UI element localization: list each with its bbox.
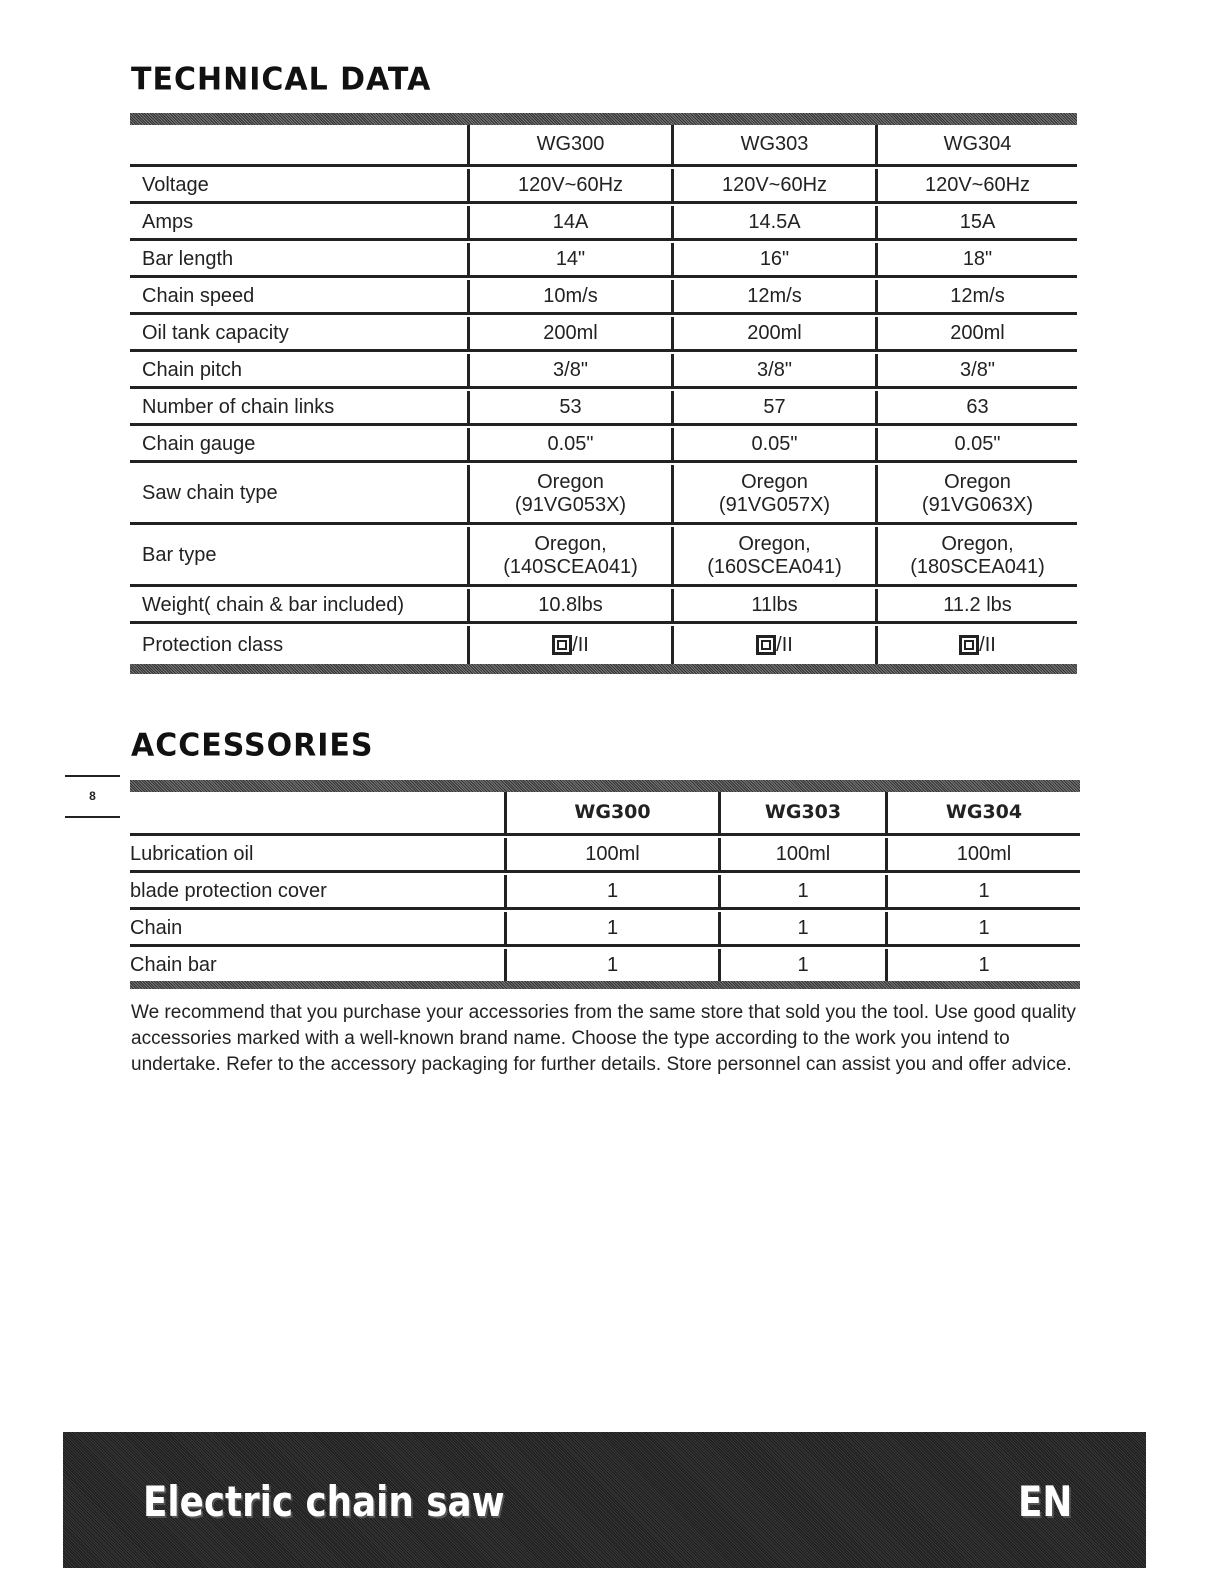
row-value: Oregon, (180SCEA041) bbox=[875, 527, 1077, 584]
row-value: 3/8" bbox=[467, 354, 671, 386]
row-label: blade protection cover bbox=[130, 879, 327, 902]
row-value: 18" bbox=[875, 243, 1077, 275]
row-value: 200ml bbox=[671, 317, 875, 349]
row-label: Lubrication oil bbox=[130, 842, 254, 865]
row-value: 3/8" bbox=[671, 354, 875, 386]
row-value: 11lbs bbox=[671, 589, 875, 621]
row-value bbox=[671, 626, 875, 664]
row-value: 12m/s bbox=[875, 280, 1077, 312]
row-label: Chain speed bbox=[142, 284, 255, 307]
row-value: 120V~60Hz bbox=[467, 169, 671, 201]
row-value: 120V~60Hz bbox=[671, 169, 875, 201]
row-label: Chain bar bbox=[130, 953, 217, 976]
technical-data-table bbox=[130, 113, 1077, 674]
row-value: 14A bbox=[467, 206, 671, 238]
row-value: 11.2 lbs bbox=[875, 589, 1077, 621]
table-row bbox=[130, 912, 1080, 947]
table-row bbox=[130, 317, 1077, 352]
double-insulation-icon bbox=[756, 635, 776, 655]
accessories-table bbox=[130, 780, 1080, 989]
row-value: 0.05" bbox=[671, 428, 875, 460]
row-value: 1 bbox=[885, 949, 1080, 981]
table-row bbox=[130, 626, 1077, 664]
row-label: Oil tank capacity bbox=[142, 321, 289, 344]
table-top-bar bbox=[130, 113, 1077, 125]
technical-data-title: TECHNICAL DATA bbox=[131, 61, 432, 98]
row-value: 14.5A bbox=[671, 206, 875, 238]
row-value: 3/8" bbox=[875, 354, 1077, 386]
footer-language: EN bbox=[1018, 1477, 1073, 1526]
row-value: Oregon (91VG053X) bbox=[467, 465, 671, 522]
table-row bbox=[130, 589, 1077, 624]
row-value: 15A bbox=[875, 206, 1077, 238]
double-insulation-inner-square bbox=[761, 640, 771, 650]
row-value: 120V~60Hz bbox=[875, 169, 1077, 201]
row-label: Protection class bbox=[142, 633, 284, 656]
table-bottom-bar bbox=[130, 981, 1080, 989]
row-value: Oregon, (140SCEA041) bbox=[467, 527, 671, 584]
row-label: Chain gauge bbox=[142, 432, 256, 455]
table-row bbox=[130, 243, 1077, 278]
row-label: Voltage bbox=[142, 173, 209, 196]
row-value: Oregon (91VG063X) bbox=[875, 465, 1077, 522]
footer-title: Electric chain saw bbox=[143, 1477, 505, 1526]
table-header-row bbox=[130, 125, 1077, 167]
row-value: Oregon (91VG057X) bbox=[671, 465, 875, 522]
row-value: 1 bbox=[504, 949, 718, 981]
row-value: 1 bbox=[504, 912, 718, 944]
row-value: 0.05" bbox=[875, 428, 1077, 460]
row-value: 1 bbox=[504, 875, 718, 907]
model-header: WG300 bbox=[504, 792, 718, 833]
table-row bbox=[130, 206, 1077, 241]
row-label: Number of chain links bbox=[142, 395, 335, 418]
row-value: 200ml bbox=[875, 317, 1077, 349]
header-empty-cell bbox=[130, 125, 467, 164]
model-header: WG300 bbox=[467, 125, 671, 164]
row-value: 1 bbox=[718, 949, 885, 981]
model-header: WG304 bbox=[885, 792, 1080, 833]
row-value: 100ml bbox=[885, 838, 1080, 870]
table-row bbox=[130, 169, 1077, 204]
accessories-title: ACCESSORIES bbox=[131, 727, 374, 764]
double-insulation-icon bbox=[959, 635, 979, 655]
accessories-note: We recommend that you purchase your accessories from the same store that sold you the tool. Use good quality accessories marked with a well-known brand name. Choose the type according to the work you intend to undertake. Refer to the accessory packaging for further details. Store personnel can assist you and offer advice. bbox=[131, 1002, 1076, 1075]
protection-class-symbol bbox=[959, 634, 996, 657]
table-top-bar bbox=[130, 780, 1080, 792]
table-row bbox=[130, 280, 1077, 315]
row-value: 1 bbox=[718, 912, 885, 944]
model-header: WG303 bbox=[718, 792, 885, 833]
row-value: 100ml bbox=[504, 838, 718, 870]
row-value: 10m/s bbox=[467, 280, 671, 312]
model-header: WG303 bbox=[671, 125, 875, 164]
row-value bbox=[467, 626, 671, 664]
row-value: 12m/s bbox=[671, 280, 875, 312]
row-value: 100ml bbox=[718, 838, 885, 870]
protection-class-value: /II bbox=[979, 633, 996, 656]
row-value: 63 bbox=[875, 391, 1077, 423]
header-empty-cell bbox=[130, 792, 504, 833]
table-row bbox=[130, 838, 1080, 873]
row-label: Chain bbox=[130, 916, 183, 939]
table-row bbox=[130, 875, 1080, 910]
row-value: 57 bbox=[671, 391, 875, 423]
row-label: Saw chain type bbox=[142, 482, 278, 504]
row-value: 1 bbox=[885, 912, 1080, 944]
table-bottom-bar bbox=[130, 664, 1077, 674]
row-label: Bar length bbox=[142, 247, 234, 270]
table-row bbox=[130, 527, 1077, 587]
double-insulation-inner-square bbox=[557, 640, 567, 650]
protection-class-value: /II bbox=[776, 633, 793, 656]
table-row bbox=[130, 391, 1077, 426]
double-insulation-icon bbox=[552, 635, 572, 655]
row-label: Bar type bbox=[142, 544, 217, 566]
row-value: 0.05" bbox=[467, 428, 671, 460]
table-row bbox=[130, 949, 1080, 981]
row-label: Amps bbox=[142, 210, 194, 233]
row-value: 16" bbox=[671, 243, 875, 275]
page-number: 8 bbox=[65, 775, 120, 818]
model-header: WG304 bbox=[875, 125, 1077, 164]
table-row bbox=[130, 428, 1077, 463]
protection-class-symbol bbox=[552, 634, 589, 657]
row-value bbox=[875, 626, 1077, 664]
row-value: 200ml bbox=[467, 317, 671, 349]
row-value: 1 bbox=[885, 875, 1080, 907]
table-row bbox=[130, 354, 1077, 389]
double-insulation-inner-square bbox=[964, 640, 974, 650]
protection-class-value: /II bbox=[572, 633, 589, 656]
table-row bbox=[130, 465, 1077, 525]
row-label: Chain pitch bbox=[142, 358, 243, 381]
row-value: Oregon, (160SCEA041) bbox=[671, 527, 875, 584]
row-value: 53 bbox=[467, 391, 671, 423]
footer-banner bbox=[63, 1432, 1146, 1568]
row-value: 1 bbox=[718, 875, 885, 907]
row-label: Weight( chain & bar included) bbox=[142, 593, 404, 616]
row-value: 14" bbox=[467, 243, 671, 275]
table-header-row bbox=[130, 792, 1080, 836]
protection-class-symbol bbox=[756, 634, 793, 657]
row-value: 10.8lbs bbox=[467, 589, 671, 621]
